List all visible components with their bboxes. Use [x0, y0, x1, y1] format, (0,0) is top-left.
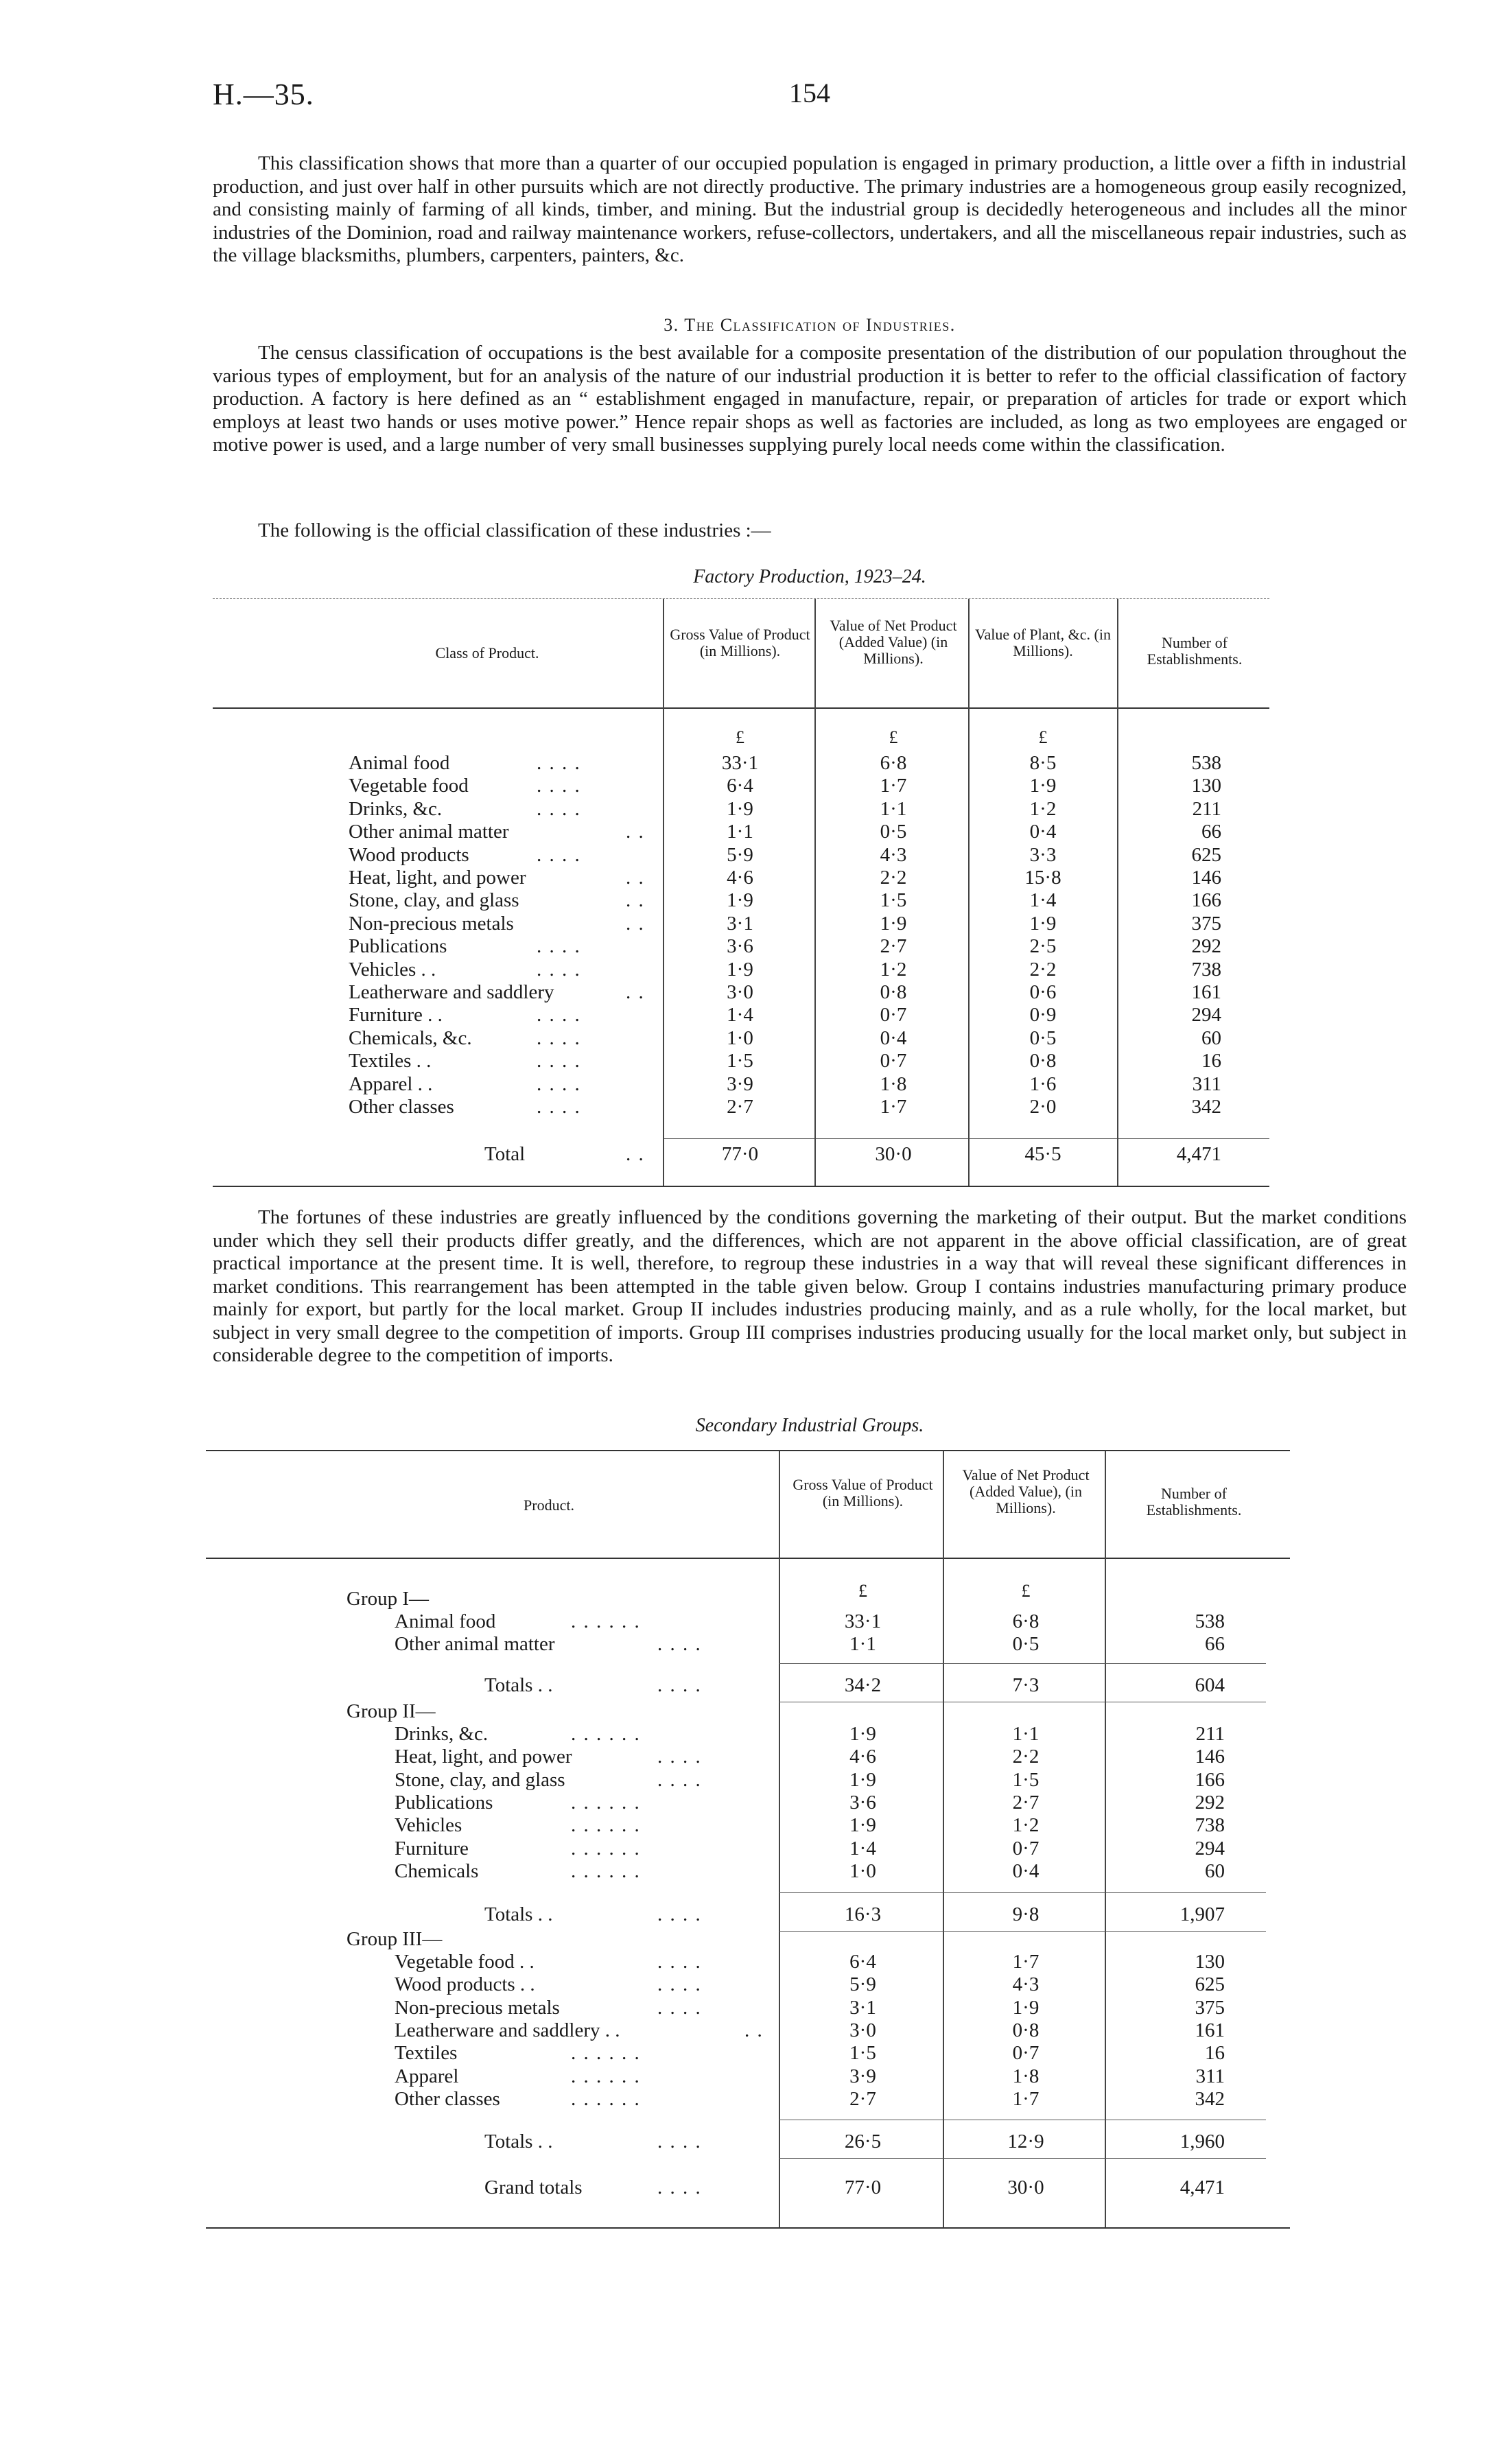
- leader-dots: . .: [626, 1143, 645, 1165]
- plant-value: 1·9: [1029, 775, 1057, 797]
- gross-value: 1·9: [727, 889, 753, 912]
- totals-label: Totals . .: [484, 2131, 553, 2152]
- leader-dots: . .: [626, 867, 645, 889]
- row-label: Chemicals: [395, 1859, 479, 1882]
- gross-value: 33·1: [721, 752, 759, 774]
- paragraph-intro-table: [213, 519, 1407, 543]
- totals-rule: [779, 1931, 1266, 1932]
- leader-dots: . . . .: [537, 752, 581, 774]
- row-label: Other classes: [349, 1096, 454, 1118]
- section-heading: 3. The Classification of Industries.: [664, 315, 956, 335]
- column-header-plant: Value of Plant, &c. (in Millions).: [975, 626, 1111, 659]
- gross-value: 3·9: [727, 1072, 753, 1095]
- totals-label: Totals . .: [484, 1674, 553, 1696]
- leader-dots: . .: [626, 889, 645, 912]
- leader-dots: . . . .: [537, 1096, 581, 1118]
- leader-dots: . . . . . .: [571, 1837, 641, 1859]
- table-rule: [206, 1558, 1290, 1559]
- leader-dots: . . . .: [537, 958, 581, 981]
- row-label: Furniture: [395, 1837, 469, 1859]
- establishments-count: 130: [1191, 775, 1221, 797]
- paragraph-market-conditions: [213, 1206, 1407, 1368]
- plant-value: 2·5: [1029, 935, 1057, 958]
- gross-value: 2·7: [849, 2087, 876, 2110]
- total-plant: 45·5: [1024, 1143, 1061, 1165]
- gross-value: 1·5: [849, 2042, 876, 2065]
- plant-value: 2·0: [1029, 1096, 1057, 1118]
- plant-value: 8·5: [1029, 752, 1057, 774]
- plant-value: 0·4: [1029, 821, 1057, 843]
- row-label: Animal food: [395, 1610, 496, 1632]
- leader-dots: . . . .: [657, 1633, 702, 1656]
- net-value: 2·2: [880, 867, 907, 889]
- establishments-count: 66: [1201, 821, 1221, 843]
- table1-title: Factory Production, 1923–24.: [693, 566, 926, 587]
- establishments-count: 294: [1195, 1837, 1225, 1859]
- establishments-count: 738: [1191, 958, 1221, 981]
- currency-symbol: £: [858, 1581, 867, 1601]
- establishments-count: 16: [1205, 2042, 1225, 2065]
- net-value: 0·7: [1012, 2042, 1040, 2065]
- table-rule: [663, 1138, 1269, 1139]
- leader-dots: . . . .: [657, 2131, 702, 2152]
- leader-dots: . . . .: [657, 1768, 702, 1791]
- net-value: 2·7: [1012, 1791, 1040, 1814]
- establishments-count: 342: [1191, 1096, 1221, 1118]
- row-label: Wood products . .: [395, 1973, 535, 1996]
- leader-dots: . . . .: [537, 775, 581, 797]
- column-divider: [814, 599, 816, 1186]
- establishments-count: 538: [1195, 1610, 1225, 1632]
- gross-value: 1·9: [849, 1723, 876, 1745]
- gross-value: 1·0: [849, 1859, 876, 1882]
- leader-dots: . . . .: [537, 1072, 581, 1095]
- gross-value: 1·4: [849, 1837, 876, 1859]
- row-label: Furniture . .: [349, 1004, 443, 1026]
- establishments-count: 625: [1191, 843, 1221, 866]
- leader-dots: . . . . . .: [571, 1814, 641, 1837]
- leader-dots: . . . .: [657, 1951, 702, 1973]
- plant-value: 0·6: [1029, 981, 1057, 1003]
- plant-value: 3·3: [1029, 843, 1057, 866]
- net-value: 0·8: [880, 981, 907, 1003]
- totals-gross: 26·5: [844, 2131, 882, 2152]
- leader-dots: . . . .: [537, 1026, 581, 1049]
- net-value: 0·5: [880, 821, 907, 843]
- column-divider: [663, 599, 664, 1186]
- gross-value: 4·6: [727, 867, 753, 889]
- gross-value: 1·9: [727, 797, 753, 820]
- establishments-count: 625: [1195, 1973, 1225, 1996]
- establishments-count: 311: [1195, 2065, 1225, 2087]
- totals-establishments: 604: [1195, 1674, 1225, 1696]
- leader-dots: . . . .: [657, 1973, 702, 1996]
- establishments-count: 342: [1195, 2087, 1225, 2110]
- establishments-count: 166: [1195, 1768, 1225, 1791]
- gross-value: 33·1: [844, 1610, 882, 1632]
- row-label: Other animal matter: [349, 821, 509, 843]
- gross-value: 3·6: [727, 935, 753, 958]
- gross-value: 1·5: [727, 1050, 753, 1072]
- total-establishments: 4,471: [1176, 1143, 1221, 1165]
- column-header-class: Class of Product.: [435, 644, 539, 661]
- gross-value: 5·9: [849, 1973, 876, 1996]
- net-value: 0·8: [1012, 2019, 1040, 2041]
- establishments-count: 130: [1195, 1951, 1225, 1973]
- establishments-count: 60: [1205, 1859, 1225, 1882]
- gross-value: 6·4: [727, 775, 753, 797]
- establishments-count: 738: [1195, 1814, 1225, 1837]
- totals-net: 9·8: [1012, 1903, 1040, 1925]
- leader-dots: . . . .: [537, 1050, 581, 1072]
- grand-total-net: 30·0: [1007, 2176, 1044, 2198]
- establishments-count: 146: [1191, 867, 1221, 889]
- plant-value: 1·9: [1029, 912, 1057, 935]
- net-value: 1·9: [880, 912, 907, 935]
- gross-value: 3·9: [849, 2065, 876, 2087]
- net-value: 1·9: [1012, 1996, 1040, 2019]
- column-header-gross: Gross Value of Product (in Millions).: [670, 626, 810, 659]
- gross-value: 3·0: [849, 2019, 876, 2041]
- net-value: 6·8: [1012, 1610, 1040, 1632]
- currency-symbol: £: [889, 727, 898, 747]
- net-value: 1·8: [1012, 2065, 1040, 2087]
- net-value: 1·2: [880, 958, 907, 981]
- leader-dots: . .: [744, 2019, 764, 2041]
- net-value: 1·5: [880, 889, 907, 912]
- column-divider: [943, 1451, 944, 2227]
- leader-dots: . . . .: [657, 1746, 702, 1768]
- column-header-establishments: Number of Establishments.: [1147, 634, 1243, 668]
- net-value: 2·2: [1012, 1746, 1040, 1768]
- table-rule: [213, 707, 1269, 709]
- plant-value: 0·5: [1029, 1026, 1057, 1049]
- row-label: Leatherware and saddlery . .: [395, 2019, 620, 2041]
- gross-value: 3·0: [727, 981, 753, 1003]
- gross-value: 5·9: [727, 843, 753, 866]
- gross-value: 1·9: [849, 1768, 876, 1791]
- plant-value: 15·8: [1024, 867, 1061, 889]
- paragraph-classification: [213, 152, 1407, 268]
- paragraph-text: The following is the official classification of these industries :—: [258, 519, 771, 541]
- leader-dots: . . . .: [537, 1004, 581, 1026]
- row-label: Other classes: [395, 2087, 500, 2110]
- establishments-count: 16: [1201, 1050, 1221, 1072]
- net-value: 1·7: [880, 1096, 907, 1118]
- column-header-net: Value of Net Product (Added Value) (in Millions).: [830, 617, 957, 667]
- paragraph-text: This classification shows that more than a quarter of our occupied population is engaged in primary production, a little over a fifth in industrial production, and just over half in other pursuits which are not directly productive. The primary industries are a homogeneous group easily recognized, and consisting mainly of farming of all kinds, timber, and mining. But the industrial group is decidedly heterogeneous and includes all the minor industries of the Dominion, road and railway maintenance workers, refuse-collectors, undertakers, and all the miscellaneous repair industries, such as the village blacksmiths, plumbers, carpenters, painters, &c.: [213, 152, 1407, 266]
- establishments-count: 311: [1192, 1072, 1221, 1095]
- gross-value: 1·9: [849, 1814, 876, 1837]
- paragraph-census: [213, 342, 1407, 457]
- plant-value: 2·2: [1029, 958, 1057, 981]
- total-net: 30·0: [875, 1143, 912, 1165]
- leader-dots: . .: [626, 821, 645, 843]
- grand-total-gross: 77·0: [844, 2176, 882, 2198]
- row-label: Leatherware and saddlery: [349, 981, 554, 1003]
- row-label: Publications: [349, 935, 447, 958]
- gross-value: 1·1: [727, 821, 753, 843]
- net-value: 0·7: [880, 1050, 907, 1072]
- report-code: H.—35.: [213, 78, 314, 111]
- row-label: Heat, light, and power: [395, 1746, 572, 1768]
- row-label: Apparel: [395, 2065, 459, 2087]
- totals-establishments: 1,907: [1179, 1903, 1225, 1925]
- establishments-count: 161: [1195, 2019, 1225, 2041]
- net-value: 6·8: [880, 752, 907, 774]
- grand-total-establishments: 4,471: [1179, 2176, 1225, 2198]
- row-label: Stone, clay, and glass: [349, 889, 519, 912]
- total-label: Total: [484, 1143, 526, 1165]
- row-label: Drinks, &c.: [349, 797, 443, 820]
- plant-value: 1·6: [1029, 1072, 1057, 1095]
- row-label: Publications: [395, 1791, 493, 1814]
- table-rule: [213, 598, 1269, 599]
- net-value: 0·4: [1012, 1859, 1040, 1882]
- leader-dots: . . . . . .: [571, 2065, 641, 2087]
- row-label: Textiles . .: [349, 1050, 432, 1072]
- totals-net: 12·9: [1007, 2131, 1044, 2152]
- column-header-establishments: Number of Establishments.: [1146, 1485, 1242, 1518]
- row-label: Vegetable food . .: [395, 1951, 535, 1973]
- leader-dots: . . . .: [537, 797, 581, 820]
- establishments-count: 294: [1191, 1004, 1221, 1026]
- group-name: Group II—: [347, 1700, 436, 1722]
- gross-value: 2·7: [727, 1096, 753, 1118]
- establishments-count: 161: [1191, 981, 1221, 1003]
- net-value: 1·7: [1012, 2087, 1040, 2110]
- table-rule: [213, 1186, 1269, 1187]
- totals-label: Totals . .: [484, 1903, 553, 1925]
- leader-dots: . . . . . .: [571, 2087, 641, 2110]
- group-name: Group I—: [347, 1588, 430, 1610]
- currency-symbol: £: [1038, 727, 1048, 747]
- net-value: 1·1: [880, 797, 907, 820]
- grand-total-label: Grand totals: [484, 2176, 583, 2198]
- leader-dots: . .: [626, 981, 645, 1003]
- row-label: Vehicles . .: [349, 958, 436, 981]
- gross-value: 1·9: [727, 958, 753, 981]
- establishments-count: 375: [1195, 1996, 1225, 2019]
- net-value: 1·5: [1012, 1768, 1040, 1791]
- gross-value: 3·1: [727, 912, 753, 935]
- leader-dots: . . . . . .: [571, 1610, 641, 1632]
- leader-dots: . . . .: [657, 1996, 702, 2019]
- gross-value: 4·6: [849, 1746, 876, 1768]
- net-value: 0·7: [880, 1004, 907, 1026]
- currency-symbol: £: [1021, 1581, 1031, 1601]
- currency-symbol: £: [736, 727, 744, 747]
- row-label: Vegetable food: [349, 775, 469, 797]
- row-label: Stone, clay, and glass: [395, 1768, 565, 1791]
- gross-value: 1·1: [849, 1633, 876, 1656]
- subtotal-rule: [779, 1663, 1266, 1664]
- column-header-net: Value of Net Product (Added Value), (in Millions).: [962, 1466, 1090, 1516]
- establishments-count: 211: [1192, 797, 1221, 820]
- paragraph-text: The census classification of occupations is the best available for a composite presentation of the distribution of our population throughout the various types of employment, but for an analysis of the nature of our industrial production it is better to refer to the official classification of factory production. A factory is here defined as an “ establishment engaged in manufacture, repair, or preparation of articles for trade or export which employs at least two hands or uses motive power.” Hence repair shops as well as factories are included, as long as two employees are engaged or motive power is used, and a large number of very small businesses supplying purely local needs come within the classification.: [213, 342, 1407, 456]
- totals-rule: [779, 2158, 1266, 2159]
- row-label: Non-precious metals: [349, 912, 514, 935]
- net-value: 1·2: [1012, 1814, 1040, 1837]
- net-value: 1·7: [880, 775, 907, 797]
- paragraph-text: The fortunes of these industries are greatly influenced by the conditions governing the marketing of their output. But the market conditions under which they sell their products differ greatly, and the differences, which are not apparent in the above official classification, are of great practical importance at the present time. It is well, therefore, to regroup these industries in a way that will reveal these significant differences in market conditions. This rearrangement has been attempted in the table given below. Group I contains industries manufacturing primary produce mainly for export, but partly for the local market. Group II includes industries producing mainly, and as a rule wholly, for the local market, but subject in very small degree to the competition of imports. Group III comprises industries producing usually for the local market only, but subject in considerable degree to the competition of imports.: [213, 1206, 1407, 1366]
- totals-establishments: 1,960: [1179, 2131, 1225, 2152]
- row-label: Other animal matter: [395, 1633, 555, 1656]
- leader-dots: . . . .: [657, 2176, 702, 2198]
- net-value: 1·1: [1012, 1723, 1040, 1745]
- gross-value: 1·4: [727, 1004, 753, 1026]
- plant-value: 1·4: [1029, 889, 1057, 912]
- establishments-count: 292: [1195, 1791, 1225, 1814]
- table-rule: [206, 1450, 1290, 1451]
- gross-value: 3·6: [849, 1791, 876, 1814]
- gross-value: 3·1: [849, 1996, 876, 2019]
- totals-gross: 16·3: [844, 1903, 882, 1925]
- row-label: Wood products: [349, 843, 469, 866]
- leader-dots: . . . .: [657, 1674, 702, 1696]
- group-name: Group III—: [347, 1928, 443, 1950]
- net-value: 4·3: [1012, 1973, 1040, 1996]
- establishments-count: 292: [1191, 935, 1221, 958]
- establishments-count: 211: [1195, 1723, 1225, 1745]
- column-header-gross: Gross Value of Product (in Millions).: [793, 1476, 933, 1510]
- establishments-count: 146: [1195, 1746, 1225, 1768]
- row-label: Animal food: [349, 752, 450, 774]
- net-value: 0·5: [1012, 1633, 1040, 1656]
- net-value: 1·7: [1012, 1951, 1040, 1973]
- column-divider: [1105, 1451, 1106, 2227]
- plant-value: 1·2: [1029, 797, 1057, 820]
- row-label: Heat, light, and power: [349, 867, 526, 889]
- leader-dots: . . . . . .: [571, 1723, 641, 1745]
- table2-title: Secondary Industrial Groups.: [695, 1415, 924, 1436]
- row-label: Chemicals, &c.: [349, 1026, 472, 1049]
- table-rule: [206, 2227, 1290, 2229]
- leader-dots: . .: [626, 912, 645, 935]
- row-label: Textiles: [395, 2042, 458, 2065]
- net-value: 1·8: [880, 1072, 907, 1095]
- row-label: Vehicles: [395, 1814, 462, 1837]
- row-label: Drinks, &c.: [395, 1723, 489, 1745]
- leader-dots: . . . . . .: [571, 1791, 641, 1814]
- page-number: 154: [789, 78, 830, 108]
- gross-value: 1·0: [727, 1026, 753, 1049]
- leader-dots: . . . .: [537, 935, 581, 958]
- leader-dots: . . . .: [657, 1903, 702, 1925]
- gross-value: 6·4: [849, 1951, 876, 1973]
- leader-dots: . . . .: [537, 843, 581, 866]
- column-divider: [968, 599, 970, 1186]
- column-header-product: Product.: [524, 1497, 574, 1514]
- totals-net: 7·3: [1012, 1674, 1040, 1696]
- totals-gross: 34·2: [844, 1674, 882, 1696]
- column-divider: [779, 1451, 780, 2227]
- net-value: 0·4: [880, 1026, 907, 1049]
- establishments-count: 538: [1191, 752, 1221, 774]
- establishments-count: 66: [1205, 1633, 1225, 1656]
- plant-value: 0·9: [1029, 1004, 1057, 1026]
- column-divider: [1117, 599, 1118, 1186]
- establishments-count: 60: [1201, 1026, 1221, 1049]
- leader-dots: . . . . . .: [571, 2042, 641, 2065]
- net-value: 4·3: [880, 843, 907, 866]
- net-value: 0·7: [1012, 1837, 1040, 1859]
- total-gross: 77·0: [721, 1143, 759, 1165]
- row-label: Non-precious metals: [395, 1996, 560, 2019]
- subtotal-rule: [779, 1892, 1266, 1893]
- row-label: Apparel . .: [349, 1072, 433, 1095]
- leader-dots: . . . . . .: [571, 1859, 641, 1882]
- establishments-count: 166: [1191, 889, 1221, 912]
- establishments-count: 375: [1191, 912, 1221, 935]
- plant-value: 0·8: [1029, 1050, 1057, 1072]
- net-value: 2·7: [880, 935, 907, 958]
